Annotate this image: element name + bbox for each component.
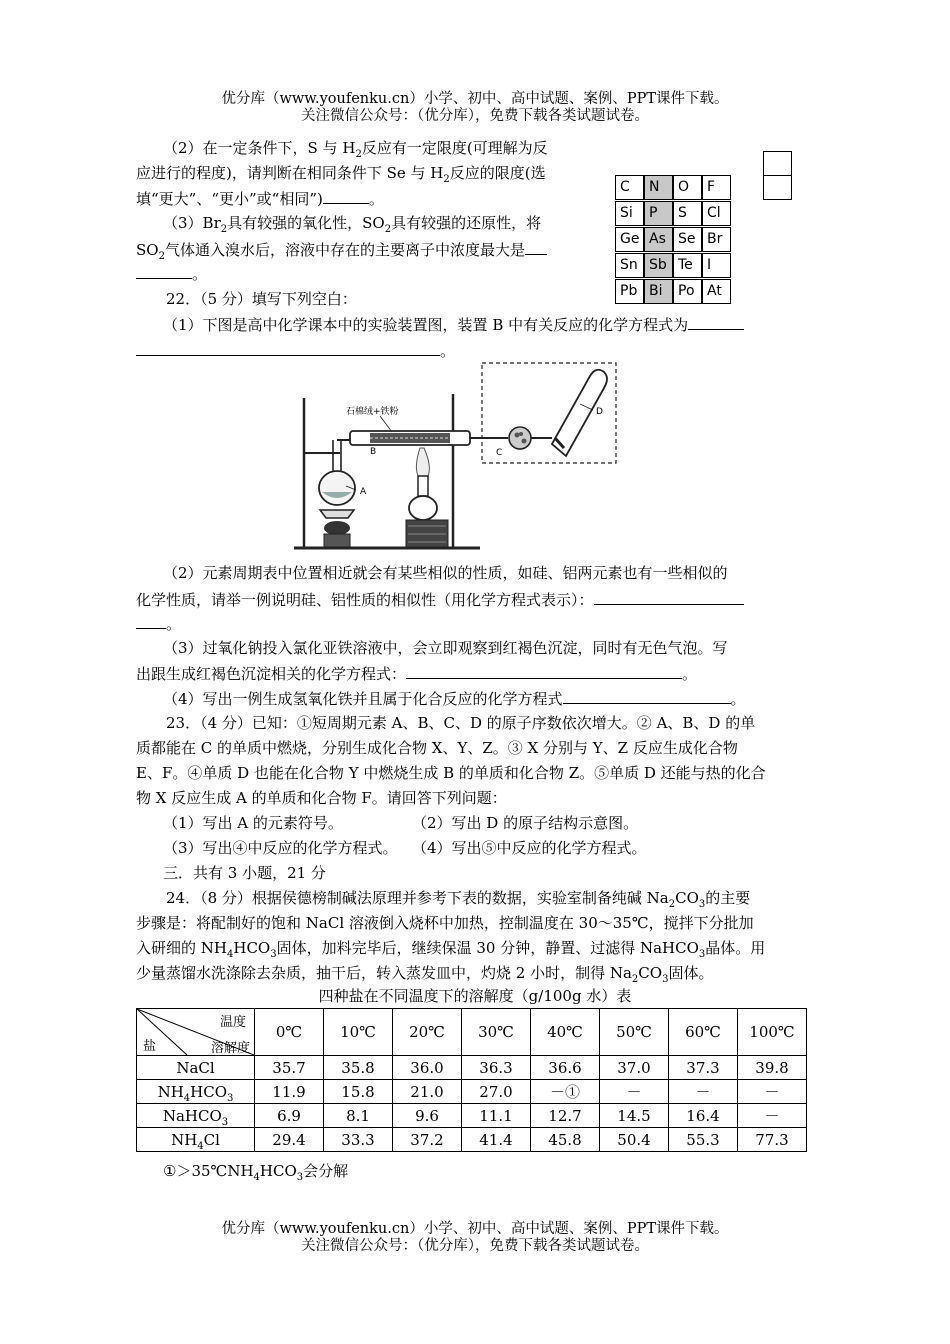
pt-element-cell: Cl (702, 201, 731, 226)
q21-part2-line3: 填“更大”、“更小”或“相同”) 。 (136, 187, 384, 210)
solubility-value-cell: － (600, 1080, 669, 1104)
q22-part2-line3: 。 (136, 612, 181, 635)
solubility-value-cell: 9.6 (393, 1104, 462, 1128)
q23-line2: 质都能在 C 的单质中燃烧，分别生成化合物 X、Y、Z。③ X 分别与 Y、Z 反应生成化合物 (136, 739, 738, 757)
corner-label-solubility: 溶解度 (210, 1041, 250, 1056)
q23-line4: 物 X 反应生成 A 的单质和化合物 F。请回答下列问题： (136, 789, 507, 807)
solubility-value-cell: 27.0 (462, 1080, 531, 1104)
table-row (137, 1104, 807, 1128)
q23-sub1: （1）写出 A 的元素符号。 (163, 814, 343, 832)
corner-label-salt: 盐 (143, 1039, 157, 1054)
q23-sub3: （3）写出④中反应的化学方程式。 (163, 839, 398, 857)
q22-title: 22．（5 分）填写下列空白： (166, 290, 357, 308)
pt-element-cell: Te (673, 253, 702, 278)
q21-part3-line1: $(3)Br_2$具有较强的氧化性，$SO_2$具有较强的还原性，将 (163, 214, 542, 235)
footer-line-1: 优分库（www.youfenku.cn）小学、初中、高中试题、案例、PPT课件下载。 (221, 1221, 729, 1237)
q22-part4: （4）写出一例生成氢氧化铁并且属于化合反应的化学方程式 。 (163, 687, 746, 710)
corner-label-temp: 温度 (219, 1015, 246, 1030)
solubility-value-cell: － (738, 1104, 807, 1128)
pt-element-cell: Pb (615, 279, 644, 304)
solubility-value-cell: 11.1 (462, 1104, 531, 1128)
q24-line4: 少量蒸馏水洗涤除去杂质，抽干后，转入蒸发皿中，灼烧 2 小时，制得 $Na_2CO_3$固体。 (136, 964, 714, 985)
solubility-value-cell: 11.9 (255, 1080, 324, 1104)
pt-element-cell: S (673, 201, 702, 226)
temp-header: 100℃ (738, 1009, 807, 1056)
q23-sub4: （4）写出⑤中反应的化学方程式。 (412, 839, 647, 857)
q22-part3-line2: 出跟生成红褐色沉淀相关的化学方程式： 。 (136, 662, 697, 685)
pt-element-cell: Sn (615, 253, 644, 278)
pt-element-cell: P (644, 201, 673, 226)
salt-name-cell: NaCl (137, 1056, 255, 1080)
q21-part2-line2: 应进行的程度)，请判断在相同条件下 Se 与 $H_2$反应的限度(选 (136, 164, 546, 185)
solubility-value-cell: 35.7 (255, 1056, 324, 1080)
solubility-value-cell: 14.5 (600, 1104, 669, 1128)
pt-element-cell: Sb (644, 253, 673, 278)
temp-header: 10℃ (324, 1009, 393, 1056)
section-3-heading: 三．共有 3 小题，21 分 (163, 864, 326, 882)
solubility-value-cell: 39.8 (738, 1056, 807, 1080)
solubility-value-cell: 8.1 (324, 1104, 393, 1128)
q22-part1-line2: 。 (136, 339, 455, 362)
solubility-value-cell: 37.0 (600, 1056, 669, 1080)
label-c: C (496, 448, 503, 458)
solubility-value-cell: － (669, 1080, 738, 1104)
solubility-value-cell: 41.4 (462, 1128, 531, 1152)
solubility-value-cell: 6.9 (255, 1104, 324, 1128)
temp-header: 50℃ (600, 1009, 669, 1056)
burner-a (324, 521, 350, 535)
answer-blank[interactable] (594, 588, 744, 605)
q22-part2-line2: 化学性质，请举一例说明硅、铝性质的相似性（用化学方程式表示）： (136, 588, 744, 611)
answer-blank[interactable] (136, 262, 192, 279)
answer-blank[interactable] (136, 612, 166, 629)
pt-element-cell: O (673, 175, 702, 200)
q21-part3-line3: 。 (136, 262, 207, 285)
solubility-value-cell: 37.2 (393, 1128, 462, 1152)
answer-blank[interactable] (688, 313, 744, 330)
label-asbestos-iron: 石棉绒+铁粉 (346, 407, 399, 417)
pt-element-cell: Se (673, 227, 702, 252)
q21-part3-line2: $SO_2$气体通入溴水后，溶液中存在的主要离子中浓度最大是 (136, 238, 547, 261)
q22-part1-line1: （1）下图是高中化学课本中的实验装置图，装置 B 中有关反应的化学方程式为 (163, 313, 744, 336)
pt-element-cell: Po (673, 279, 702, 304)
salt-name-cell: NaHCO$_3$ (137, 1104, 255, 1128)
flask-a (319, 471, 355, 505)
answer-blank[interactable] (406, 662, 682, 679)
solubility-value-cell: 36.0 (393, 1056, 462, 1080)
table-row (137, 1128, 807, 1152)
temp-header: 20℃ (393, 1009, 462, 1056)
table-row (137, 1056, 807, 1080)
answer-blank[interactable] (323, 187, 369, 204)
label-a: A (360, 487, 367, 497)
pt-blank-cell (763, 151, 792, 176)
pt-element-cell: Ge (615, 227, 644, 252)
pt-blank-cell (763, 175, 792, 200)
q24-line3: 入研细的 $NH_4HCO_3$固体，加料完毕后，继续保温 30 分钟，静置、过滤得 NaHCO$_3$晶体。用 (136, 939, 766, 960)
temp-header: 0℃ (255, 1009, 324, 1056)
solubility-value-cell: 36.3 (462, 1056, 531, 1080)
label-b: B (370, 447, 377, 457)
pt-element-cell: As (644, 227, 673, 252)
pt-element-cell: N (644, 175, 673, 200)
solubility-value-cell: 35.8 (324, 1056, 393, 1080)
q24-line2: 步骤是：将配制好的饱和 NaCl 溶液倒入烧杯中加热，控制温度在 30～35℃，搅拌下分批加 (136, 914, 754, 932)
salt-name-cell: $NH_4Cl$ (137, 1128, 255, 1152)
solubility-value-cell: 50.4 (600, 1128, 669, 1152)
solubility-value-cell: 77.3 (738, 1128, 807, 1152)
solubility-table (136, 1008, 807, 1152)
solubility-value-cell: 37.3 (669, 1056, 738, 1080)
table-row (137, 1080, 807, 1104)
solubility-value-cell: 36.6 (531, 1056, 600, 1080)
pt-element-cell: C (615, 175, 644, 200)
solubility-value-cell: － (738, 1080, 807, 1104)
header-line-1: 优分库（www.youfenku.cn）小学、初中、高中试题、案例、PPT课件下载。 (221, 91, 729, 107)
q22-part2-line1: （2）元素周期表中位置相近就会有某些相似的性质，如硅、铝两元素也有一些相似的 (163, 564, 728, 582)
table-corner-cell (137, 1009, 255, 1056)
pt-element-cell: At (702, 279, 731, 304)
solubility-value-cell: 21.0 (393, 1080, 462, 1104)
pt-element-cell: I (702, 253, 731, 278)
solubility-value-cell: 29.4 (255, 1128, 324, 1152)
pt-element-cell: Si (615, 201, 644, 226)
answer-blank[interactable] (563, 687, 731, 704)
solubility-table-caption: 四种盐在不同温度下的溶解度（g/100g 水）表 (318, 987, 632, 1005)
q24-line1: 24．（8 分）根据侯德榜制碱法原理并参考下表的数据，实验室制备纯碱 $Na_2CO_3$的主要 (166, 889, 751, 910)
solubility-value-cell: 55.3 (669, 1128, 738, 1152)
pt-element-cell: Bi (644, 279, 673, 304)
experiment-apparatus-diagram (290, 358, 620, 556)
q22-part3-line1: （3）过氧化钠投入氯化亚铁溶液中，会立即观察到红褐色沉淀，同时有无色气泡。写 (163, 639, 728, 657)
drying-bulb (509, 427, 531, 449)
temp-header: 40℃ (531, 1009, 600, 1056)
header-line-2: 关注微信公众号：（优分库），免费下载各类试题试卷。 (301, 108, 649, 124)
table-footnote: $①>35℃NH_4HCO_3$会分解 (163, 1162, 349, 1183)
salt-name-cell: $NH_4HCO_3$ (137, 1080, 255, 1104)
pt-element-cell: F (702, 175, 731, 200)
solubility-value-cell: 15.8 (324, 1080, 393, 1104)
temp-header: 60℃ (669, 1009, 738, 1056)
solubility-value-cell: 33.3 (324, 1128, 393, 1152)
footer-line-2: 关注微信公众号：（优分库），免费下载各类试题试卷。 (301, 1238, 649, 1254)
flame (416, 448, 429, 476)
temp-header: 30℃ (462, 1009, 531, 1056)
label-d: D (596, 407, 603, 417)
q23-line1: 23．（4 分）已知：①短周期元素 A、B、C、D 的原子序数依次增大。② A、B、D 的单 (166, 714, 756, 732)
solubility-value-cell: －① (531, 1080, 600, 1104)
pt-element-cell: Br (702, 227, 731, 252)
q21-part2-line1: （2）在一定条件下，S 与 $H_2$反应有一定限度(可理解为反 (163, 139, 548, 160)
solubility-value-cell: 45.8 (531, 1128, 600, 1152)
solubility-value-cell: 16.4 (669, 1104, 738, 1128)
q23-line3: E、F。④单质 D 也能在化合物 Y 中燃烧生成 B 的单质和化合物 Z。⑤单质 D 还能与热的化合 (136, 764, 766, 782)
solubility-value-cell: 12.7 (531, 1104, 600, 1128)
alcohol-lamp (409, 496, 437, 520)
answer-blank[interactable] (136, 339, 440, 356)
q23-sub2: （2）写出 D 的原子结构示意图。 (412, 814, 639, 832)
answer-blank[interactable] (525, 238, 547, 255)
